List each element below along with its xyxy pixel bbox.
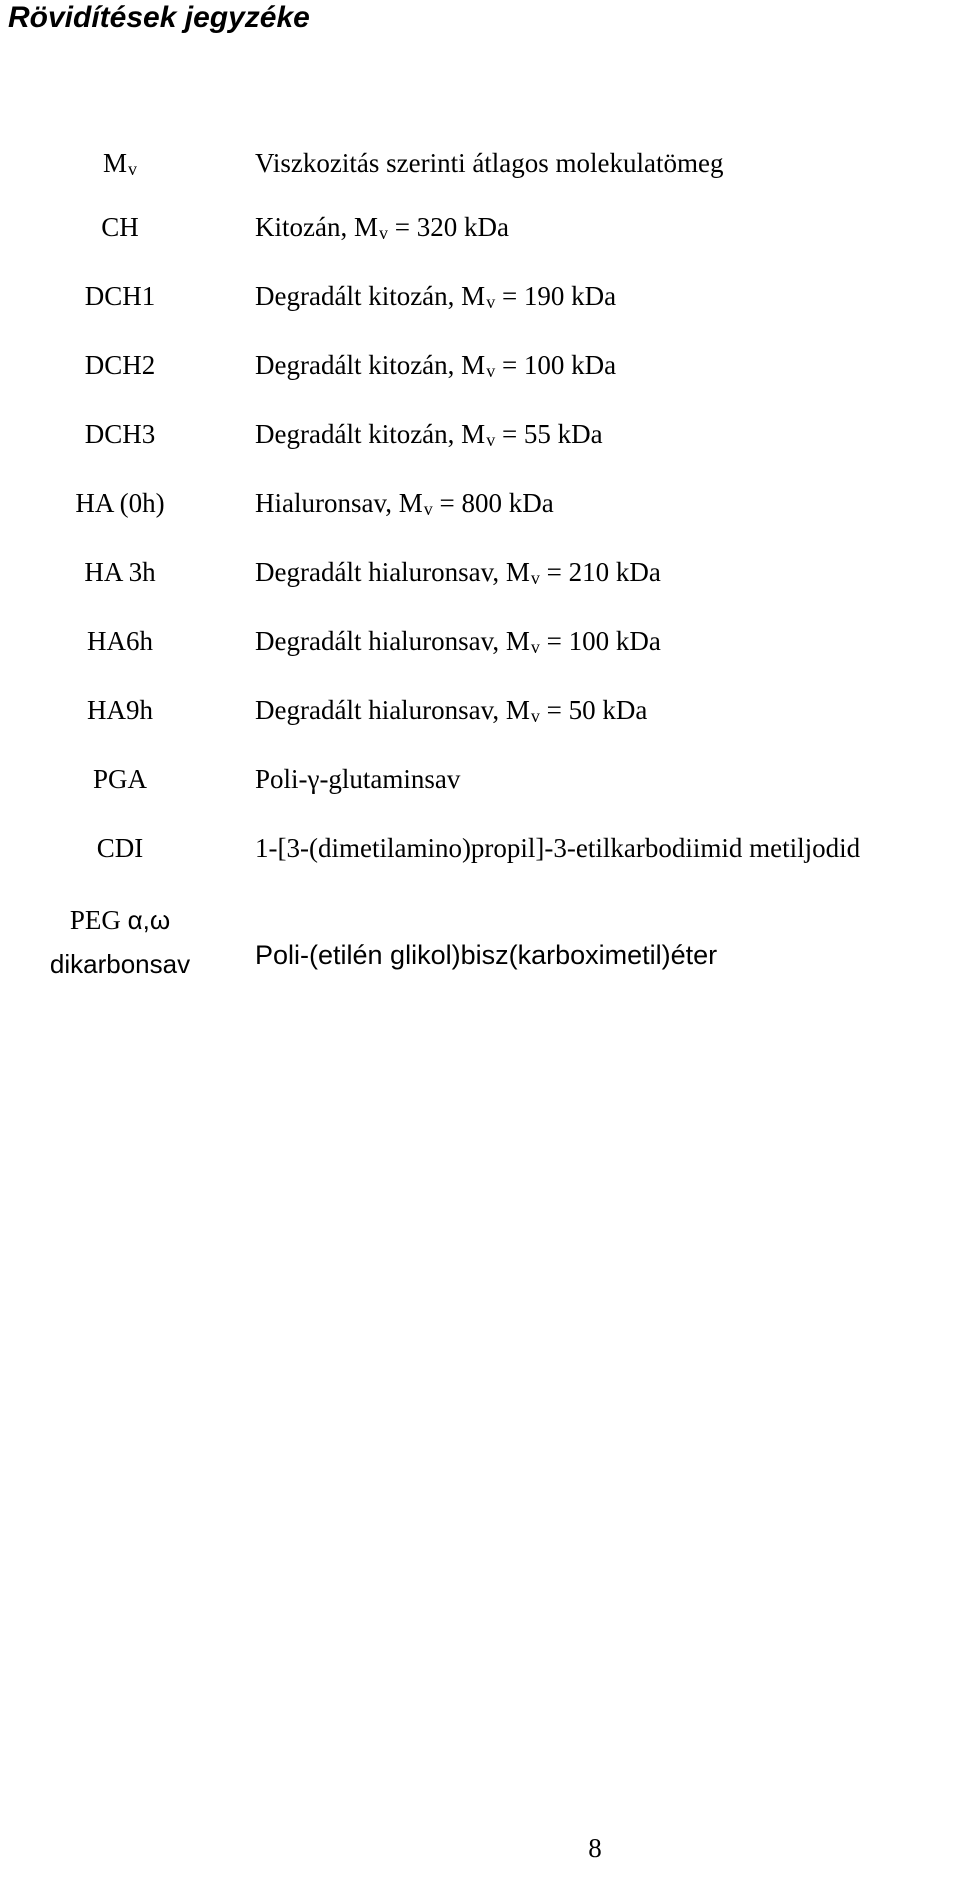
subscript: v [423,499,433,519]
definition [255,694,647,729]
definition-value: = 100 kDa [539,626,661,656]
definition-text: Kitozán, M [255,212,378,242]
page-number: 8 [588,1833,602,1863]
abbreviation: DCH1 [84,281,156,311]
definition: Viszkozitás szerinti átlagos molekulatömeg [255,148,724,178]
definition-value: = 800 kDa [432,488,554,518]
definition [255,211,509,246]
definition [255,349,616,384]
definition: 1-[3-(dimetilamino)propil]-3-etilkarbodiimid metiljodid [255,833,861,863]
abbreviation: DCH3 [84,419,156,449]
subscript: v [530,637,540,657]
subscript: v [128,159,137,179]
abbreviation: PGA [92,764,147,794]
subscript: v [486,292,496,312]
definition-text: Hialuronsav, M [255,488,423,518]
abbreviation: HA (0h) [75,488,165,518]
definition-text: Degradált hialuronsav, M [255,695,530,725]
abbreviation: HA6h [87,626,153,656]
definition-value: = 50 kDa [539,695,648,725]
definition [255,625,661,660]
definition-text: Degradált hialuronsav, M [255,557,530,587]
abbreviation-greek: α,ω [127,905,171,935]
abbreviation-row [0,904,960,994]
definition [255,487,554,522]
abbreviation: HA 3h [84,557,156,587]
definition-value: = 100 kDa [495,350,617,380]
definition-text: Degradált hialuronsav, M [255,626,530,656]
subscript: v [378,223,388,243]
definition [255,280,616,315]
subscript: v [486,361,496,381]
definition: Poli-(etilén glikol)bisz(karboximetil)éter [255,940,718,970]
definition-text: Degradált kitozán, M [255,281,486,311]
abbreviation [0,904,240,980]
definition-text: Degradált kitozán, M [255,419,486,449]
abbreviation: DCH2 [84,350,156,380]
abbreviation-line1 [70,905,170,935]
abbreviation: HA9h [87,695,153,725]
subscript: v [530,706,540,726]
definition-value: = 320 kDa [387,212,509,242]
definition-value: = 55 kDa [495,419,603,449]
definition: Poli-γ-glutaminsav [255,764,461,794]
definition [255,556,661,591]
definition-value: = 210 kDa [539,557,661,587]
abbreviation [0,147,240,182]
abbreviation: CH [101,212,139,242]
subscript: v [530,568,540,588]
definition-text: Degradált kitozán, M [255,350,486,380]
abbreviation-line2: dikarbonsav [49,949,191,979]
abbreviation-text: PEG [69,905,128,935]
definition [255,418,603,453]
abbreviation: CDI [96,833,144,863]
definition-value: = 190 kDa [495,281,617,311]
page-title: Rövidítések jegyzéke [8,1,310,34]
abbreviation-text: M [102,148,127,178]
subscript: v [486,430,496,450]
